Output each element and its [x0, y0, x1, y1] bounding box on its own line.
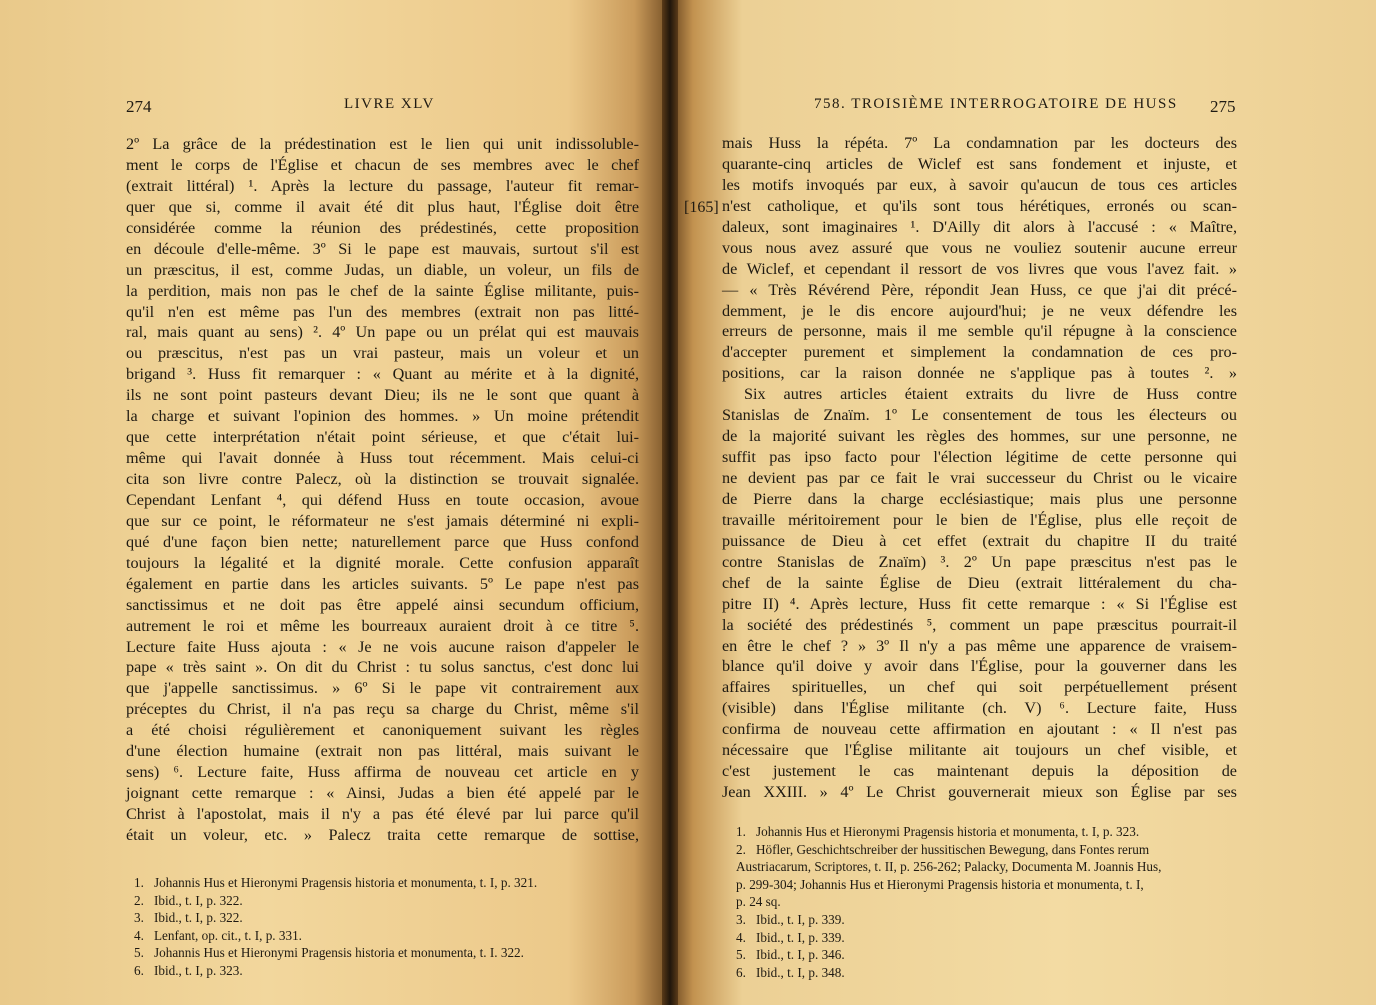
footnote: [736, 946, 1241, 964]
text-line: Lecture faite Huss ajouta : « Je ne vois aucune raison d'appeler le: [126, 637, 639, 656]
text-line: daleux, sont imaginaires ¹. D'Ailly dit alors à l'accusé : « Maître,: [722, 217, 1237, 236]
book-gutter: [662, 0, 678, 1005]
footnote: [134, 944, 634, 962]
text-line: pape « très saint ». On dit du Christ : tu solus sanctus, c'est donc lui: [126, 658, 639, 677]
footnote-number: 3.: [134, 910, 144, 926]
text-line: ne devient pas par ce fait le vrai successeur du Christ ou le vicaire: [722, 469, 1237, 487]
footnote-text: p. 299-304; Johannis Hus et Hieronymi Pragensis historia et monumenta, t. I,: [736, 876, 1144, 892]
text-line: erreurs de personne, mais il me semble qu'il répugne à la conscience: [722, 322, 1237, 341]
footnote-number: 1.: [134, 875, 144, 890]
text-line: travaille méritoirement pour le bien de l'Église, plus elle reçoit de: [722, 510, 1237, 529]
text-line: contre Stanislas de Znaïm) ³. 2º Un pape præscitus n'est pas le: [722, 552, 1237, 571]
text-line: joignant cette remarque : « Ainsi, Judas a bien été appelé par le: [126, 784, 639, 803]
text-line: la société des prédestinés ⁵, comment un pape præscitus pourrait-il: [722, 615, 1237, 634]
footnote-number: 6.: [134, 962, 144, 978]
text-line: 2º La grâce de la prédestination est le lien qui unit indissoluble-: [126, 135, 639, 153]
text-line: préceptes du Christ, il n'a pas reçu sa charge du Christ, même s'il: [126, 700, 639, 719]
text-line: brigand ³. Huss fit remarquer : « Quant au mérite et à la dignité,: [126, 365, 639, 384]
text-line: qué d'une façon bien nette; naturellement parce que Huss confond: [126, 532, 639, 551]
footnote-text: p. 24 sq.: [736, 894, 781, 910]
footnote-number: 4.: [134, 927, 144, 943]
footnote-text: Ibid., t. I, p. 339.: [756, 929, 845, 945]
running-head-left: LIVRE XLV: [344, 96, 435, 112]
left-body-text: [126, 134, 639, 846]
footnote: [736, 964, 1241, 982]
text-line: Christ à l'apostolat, mais il n'y a pas été élevé par lui parce qu'il: [126, 805, 639, 823]
footnote: [736, 911, 1241, 929]
text-line: sens) ⁶. Lecture faite, Huss affirma de nouveau cet article en y: [126, 763, 639, 782]
footnote-number: 2.: [736, 841, 746, 857]
text-line: (extrait littéral) ¹. Après la lecture du passage, l'auteur fit remar-: [126, 176, 639, 195]
text-line: de Wiclef, et cependant il ressort de vos livres que vous l'avez fait. »: [722, 259, 1237, 278]
footnote: [736, 823, 1241, 841]
text-line: confirma de nouveau cette affirmation en ajoutant : « Il n'est pas: [722, 720, 1237, 739]
text-line: suffit pas ipso facto pour l'élection légitime de cette personne qui: [722, 448, 1237, 467]
footnote-text: Ibid., t. I, p. 323.: [154, 962, 243, 978]
text-line: n'est catholique, et qu'ils sont tous hérétiques, erronés ou scan-: [722, 196, 1237, 215]
footnote: [736, 929, 1241, 947]
footnote: [736, 893, 1241, 911]
footnote-text: Austriacarum, Scriptores, t. II, p. 256-262; Palacky, Documenta M. Joannis Hus,: [736, 859, 1162, 875]
footnote: [736, 841, 1241, 859]
right-body-text: [722, 133, 1237, 803]
text-line: la charge et suivant l'opinion des hommes. » Un moine prétendit: [126, 407, 639, 426]
text-line: en être le chef ? » 3º Il n'y a pas même une apparence de vraisem-: [722, 636, 1237, 655]
text-line: ou præscitus, n'est pas un vrai pasteur, mais un voleur et un: [126, 344, 639, 363]
footnote: [134, 892, 634, 910]
footnote-text: Ibid., t. I, p. 322.: [154, 892, 243, 908]
footnote-text: Johannis Hus et Hieronymi Pragensis historia et monumenta, t. I, p. 321.: [154, 875, 538, 890]
text-line: puissance de Dieu à cet effet (extrait du chapitre II du traité: [722, 531, 1237, 550]
footnote-number: 6.: [736, 964, 746, 980]
footnote-text: Ibid., t. I, p. 346.: [756, 947, 845, 963]
page-number-right: 275: [1210, 97, 1236, 116]
text-line: Six autres articles étaient extraits du livre de Huss contre: [744, 385, 1237, 404]
text-line: vous nous avez assuré que vous ne vouliez soutenir aucune erreur: [722, 238, 1237, 257]
text-line: positions, car la raison donnée ne s'applique pas à toutes ². »: [722, 364, 1237, 383]
footnote: [736, 876, 1241, 894]
text-line: demment, je le dis encore aujourd'hui; je ne veux défendre les: [722, 301, 1237, 320]
text-line: qu'il n'en est même pas l'un des membres (extrait non pas litté-: [126, 302, 639, 321]
marginal-reference: [165]: [684, 199, 719, 216]
text-line: la perdition, mais non pas le chef de la sainte Église militante, puis-: [126, 281, 639, 300]
text-line: que cette interprétation n'était point sérieuse, et que c'était lui-: [126, 428, 639, 447]
text-line: Jean XXIII. » 4º Le Christ gouvernerait mieux son Église par ses: [722, 783, 1237, 802]
footnote: [134, 909, 634, 927]
right-footnotes: [736, 823, 1241, 981]
text-line: blance qu'il doive y avoir dans l'Église, pour la gouverner dans les: [722, 657, 1237, 676]
text-line: que j'appelle sanctissimus. » 6º Si le pape vit contrairement aux: [126, 679, 639, 698]
text-line: chef de la sainte Église de Dieu (extrait littéralement du cha-: [722, 573, 1237, 592]
text-line: sanctissimus et ne doit pas être appelé ainsi secundum officium,: [126, 595, 639, 614]
text-line: de la majorité suivant les règles des hommes, sur une personne, ne: [722, 427, 1237, 446]
text-line: même qui l'avait donnée à Huss tout récemment. Mais celui-ci: [126, 449, 639, 468]
footnote-text: Johannis Hus et Hieronymi Pragensis historia et monumenta, t. I, p. 323.: [756, 824, 1140, 839]
text-line: que sur ce point, le réformateur ne s'est jamais déterminé ni expli-: [126, 511, 639, 530]
text-line: (visible) dans l'Église militante (ch. V) ⁶. Lecture faite, Huss: [722, 699, 1237, 718]
right-page: [672, 0, 1376, 1005]
footnote-text: Ibid., t. I, p. 348.: [756, 964, 845, 980]
text-line: les motifs invoqués par eux, à savoir qu'aucun de tous ces articles: [722, 175, 1237, 194]
footnote-text: Johannis Hus et Hieronymi Pragensis historia et monumenta, t. I. 322.: [154, 945, 524, 961]
text-line: c'est justement le cas maintenant depuis la déposition de: [722, 762, 1237, 781]
footnote-text: Ibid., t. I, p. 322.: [154, 910, 243, 926]
text-line: en découle d'elle-même. 3º Si le pape est mauvais, surtout s'il est: [126, 239, 639, 258]
footnote-text: Ibid., t. I, p. 339.: [756, 911, 845, 927]
text-line: nécessaire que l'Église militante ait toujours un chef visible, et: [722, 741, 1237, 760]
text-line: de Pierre dans la charge ecclésiastique; mais plus une personne: [722, 489, 1237, 508]
footnote-text: Höfler, Geschichtschreiber der hussitischen Bewegung, dans Fontes rerum: [756, 841, 1150, 857]
footnote: [736, 858, 1241, 876]
footnote: [134, 874, 634, 892]
footnote: [134, 962, 634, 980]
text-line: cita son livre contre Palecz, où la distinction se trouvait signalée.: [126, 470, 639, 488]
text-line: Stanislas de Znaïm. 1º Le consentement de tous les électeurs ou: [722, 406, 1237, 425]
text-line: Cependant Lenfant ⁴, qui défend Huss en toute occasion, avoue: [126, 490, 639, 509]
left-page: [0, 0, 668, 1005]
text-line: était un voleur, etc. » Palecz traita cette remarque de sottise,: [126, 825, 639, 844]
footnote-number: 1.: [736, 824, 746, 839]
text-line: d'une élection humaine (extrait non pas littéral, mais suivant le: [126, 742, 639, 761]
text-line: quarante-cinq articles de Wiclef est sans fondement et injuste, et: [722, 154, 1237, 173]
footnote-number: 5.: [736, 947, 746, 963]
text-line: a été choisi régulièrement et canoniquement suivant les règles: [126, 721, 639, 740]
page-number-left: 274: [126, 97, 152, 116]
text-line: d'accepter purement et simplement la condamnation de ces pro-: [722, 343, 1237, 362]
text-line: toujours la légalité et la dignité morale. Cette confusion apparaît: [126, 553, 639, 572]
text-line: ral, mais quant au sens) ². 4º Un pape ou un prélat qui est mauvais: [126, 323, 639, 342]
text-line: également en partie dans les articles suivants. 5º Le pape n'est pas: [126, 574, 639, 593]
footnote: [134, 927, 634, 945]
text-line: affaires spirituelles, un chef qui soit perpétuellement présent: [722, 678, 1237, 697]
text-line: pitre II) ⁴. Après lecture, Huss fit cette remarque : « Si l'Église est: [722, 594, 1237, 613]
left-footnotes: [134, 874, 634, 980]
text-line: ils ne sont point pasteurs devant Dieu; ils ne le sont que quant à: [126, 386, 639, 405]
footnote-number: 3.: [736, 911, 746, 927]
text-line: — « Très Révérend Père, répondit Jean Huss, ce que j'ai dit précé-: [722, 280, 1237, 299]
text-line: ment le corps de l'Église et chacun de ses membres avec le chef: [126, 155, 639, 174]
text-line: mais Huss la répéta. 7º La condamnation par les docteurs des: [722, 134, 1237, 152]
footnote-number: 4.: [736, 929, 746, 945]
footnote-text: Lenfant, op. cit., t. I, p. 331.: [154, 927, 302, 943]
text-line: quer que si, comme il avait été dit plus haut, l'Église doit être: [126, 197, 639, 216]
footnote-number: 2.: [134, 892, 144, 908]
footnote-number: 5.: [134, 945, 144, 961]
text-line: un præscitus, il est, comme Judas, un diable, un voleur, un fils de: [126, 260, 639, 279]
running-head-right: 758. TROISIÈME INTERROGATOIRE DE HUSS: [814, 96, 1178, 112]
text-line: considérée comme la réunion des prédestinés, cette proposition: [126, 218, 639, 237]
text-line: autrement le roi et même les bourreaux auraient droit à ce titre ⁵.: [126, 616, 639, 635]
